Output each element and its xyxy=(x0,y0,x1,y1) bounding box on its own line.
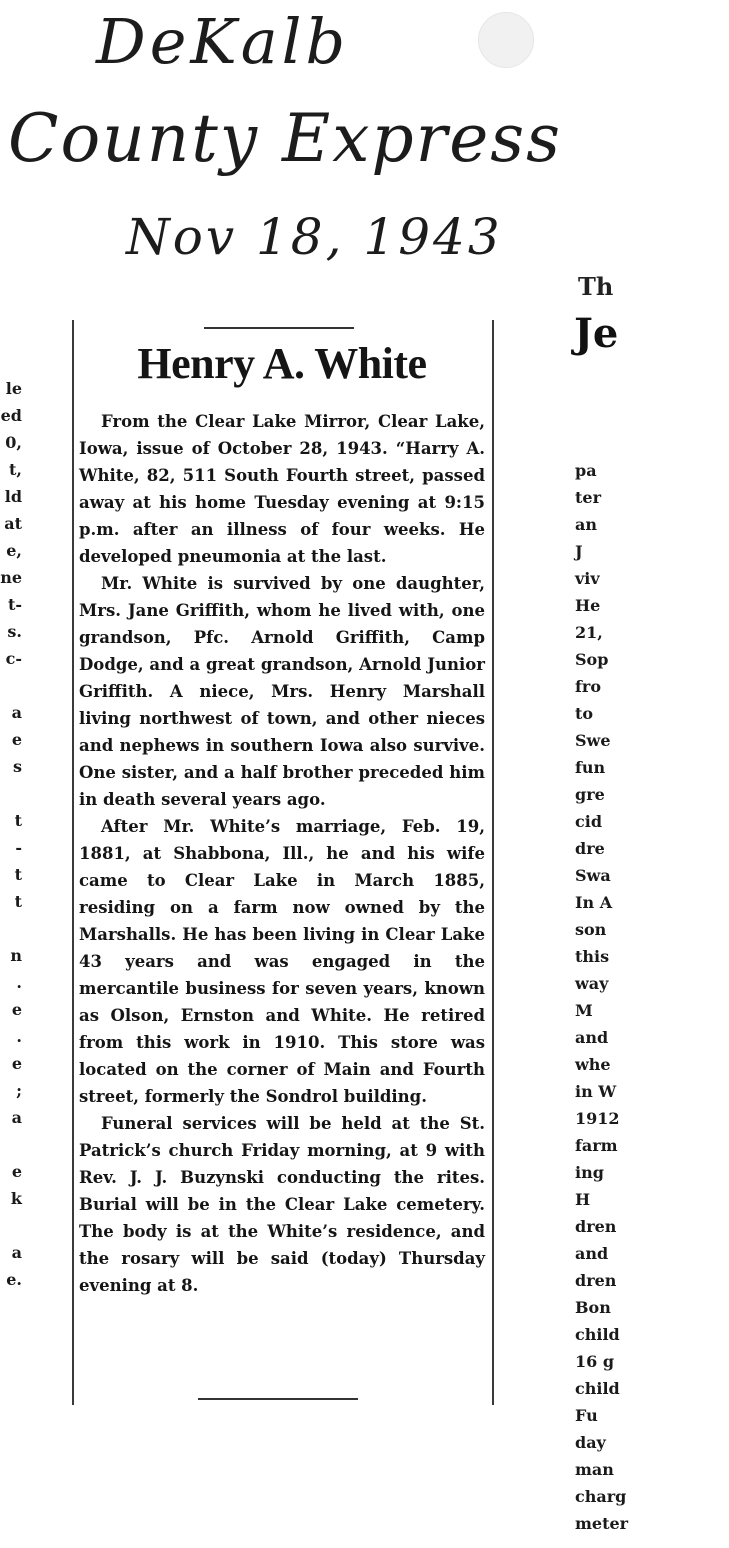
column-fragment-line: meter xyxy=(575,1514,629,1533)
column-fragment-line: - xyxy=(15,838,22,857)
column-fragment-line: 16 g xyxy=(575,1352,615,1371)
column-fragment-line: son xyxy=(575,920,607,939)
article-paragraph: From the Clear Lake Mirror, Clear Lake, Iowa, issue of October 28, 1943. “Harry A. White, 82, 511 South Fourth street, passed away at his home Tuesday evening at 9:15 p.m. after an illness of four weeks. He developed pneumonia at the last. xyxy=(79,412,485,566)
column-fragment-line: dren xyxy=(575,1217,617,1236)
column-fragment-line: J xyxy=(575,542,583,561)
handwritten-source-name: DeKalb xyxy=(96,5,350,78)
column-fragment-line: 0, xyxy=(5,433,22,452)
column-fragment-line: ne xyxy=(0,568,22,587)
column-fragment-line: ter xyxy=(575,488,601,507)
column-fragment-line: at xyxy=(4,514,22,533)
column-fragment-line: Swa xyxy=(575,866,611,885)
column-fragment-line: He xyxy=(575,596,601,615)
column-fragment-line: charg xyxy=(575,1487,627,1506)
column-fragment-line: t xyxy=(14,811,22,830)
adjacent-headline-small: Th xyxy=(578,272,614,301)
article-paragraph: Funeral services will be held at the St. Patrick’s church Friday morning, at 9 with Rev. J. J. Buzynski conducting the rites. Burial will be in the Clear Lake cemetery. The body is at the White’s residence, and the rosary will be said (today) Thursday evening at 8. xyxy=(79,1114,485,1295)
column-fragment-line: way xyxy=(575,974,609,993)
column-fragment-line: t xyxy=(14,892,22,911)
column-fragment-line: whe xyxy=(575,1055,611,1074)
column-fragment-line: a xyxy=(11,1108,22,1127)
column-rule-right xyxy=(492,320,494,1405)
adjacent-column-left xyxy=(0,375,22,1293)
column-fragment-line: child xyxy=(575,1325,620,1344)
column-fragment-line: . xyxy=(16,1027,22,1046)
column-fragment-line: day xyxy=(575,1433,606,1452)
column-fragment-line: n xyxy=(10,946,22,965)
column-rule-left xyxy=(72,320,74,1405)
obituary-headline: Henry A. White xyxy=(137,339,427,388)
column-fragment-line: 21, xyxy=(575,623,603,642)
column-fragment-line: a xyxy=(11,1243,22,1262)
obituary-body xyxy=(79,408,485,1299)
headline-rule-top xyxy=(204,327,354,329)
column-fragment-line: e xyxy=(11,1000,22,1019)
article-paragraph: After Mr. White’s marriage, Feb. 19, 1881, at Shabbona, Ill., he and his wife came to Clear Lake in March 1885, residing on a farm now owned by the Marshalls. He has been living in Clear Lake 43 years and was engaged in the mercantile business for seven years, known as Olson, Ernston and White. He retired from this work in 1910. This store was located on the corner of Main and Fourth street, formerly the Sondrol building. xyxy=(79,817,485,1106)
column-fragment-line: an xyxy=(575,515,597,534)
column-fragment-line: le xyxy=(5,379,22,398)
punch-hole xyxy=(478,12,534,68)
column-fragment-line: Fu xyxy=(575,1406,598,1425)
column-fragment-line: e xyxy=(11,1054,22,1073)
column-fragment-line: M xyxy=(575,1001,593,1020)
column-fragment-line: farm xyxy=(575,1136,618,1155)
column-fragment-line xyxy=(0,1212,22,1239)
column-fragment-line: and xyxy=(575,1244,609,1263)
column-fragment-line: dre xyxy=(575,839,605,858)
column-fragment-line: s xyxy=(12,757,22,776)
column-fragment-line: H xyxy=(575,1190,591,1209)
column-fragment-line: 1912 xyxy=(575,1109,620,1128)
column-fragment-line: cid xyxy=(575,812,603,831)
column-fragment-line: c- xyxy=(5,649,22,668)
column-fragment-line: pa xyxy=(575,461,597,480)
column-fragment-line: e. xyxy=(6,1270,22,1289)
column-fragment-line: to xyxy=(575,704,594,723)
column-fragment-line: viv xyxy=(575,569,600,588)
article-end-rule xyxy=(198,1398,358,1400)
column-fragment-line: Swe xyxy=(575,731,611,750)
column-fragment-line: ; xyxy=(16,1081,22,1100)
column-fragment-line: a xyxy=(11,703,22,722)
column-fragment-line: gre xyxy=(575,785,605,804)
column-fragment-line xyxy=(0,780,22,807)
adjacent-column-right xyxy=(575,430,629,1537)
column-fragment-line: dren xyxy=(575,1271,617,1290)
column-fragment-line: and xyxy=(575,1028,609,1047)
column-fragment-line: fro xyxy=(575,677,601,696)
column-fragment-line: s. xyxy=(7,622,22,641)
column-fragment-line: fun xyxy=(575,758,606,777)
column-fragment-line: child xyxy=(575,1379,620,1398)
column-fragment-line xyxy=(575,430,603,457)
handwritten-date: Nov 18, 1943 xyxy=(126,208,503,266)
article-paragraph: Mr. White is survived by one daughter, Mrs. Jane Griffith, whom he lived with, one grandson, Pfc. Arnold Griffith, Camp Dodge, and a great grandson, Arnold Junior Griffith. A niece, Mrs. Henry Marshall living northwest of town, and other nieces and nephews in southern Iowa also survive. One sister, and a half brother preceded him in death several years ago. xyxy=(79,574,485,809)
column-fragment-line: in W xyxy=(575,1082,617,1101)
column-fragment-line: e, xyxy=(6,541,22,560)
column-fragment-line: ld xyxy=(4,487,22,506)
column-fragment-line xyxy=(0,1131,22,1158)
column-fragment-line: man xyxy=(575,1460,614,1479)
adjacent-headline-large: Je xyxy=(574,310,619,357)
column-fragment-line: k xyxy=(10,1189,22,1208)
column-fragment-line: t xyxy=(14,865,22,884)
column-fragment-line: t, xyxy=(9,460,22,479)
column-fragment-line: ed xyxy=(0,406,22,425)
column-fragment-line: ing xyxy=(575,1163,604,1182)
handwritten-source-publication: County Express xyxy=(8,100,563,177)
column-fragment-line: t- xyxy=(7,595,22,614)
column-fragment-line: Bon xyxy=(575,1298,611,1317)
column-fragment-line: Sop xyxy=(575,650,609,669)
column-fragment-line: e xyxy=(11,730,22,749)
column-fragment-line xyxy=(0,672,22,699)
column-fragment-line: this xyxy=(575,947,610,966)
column-fragment-line: . xyxy=(16,973,22,992)
column-fragment-line: e xyxy=(11,1162,22,1181)
column-fragment-line: In A xyxy=(575,893,613,912)
column-fragment-line xyxy=(0,915,22,942)
